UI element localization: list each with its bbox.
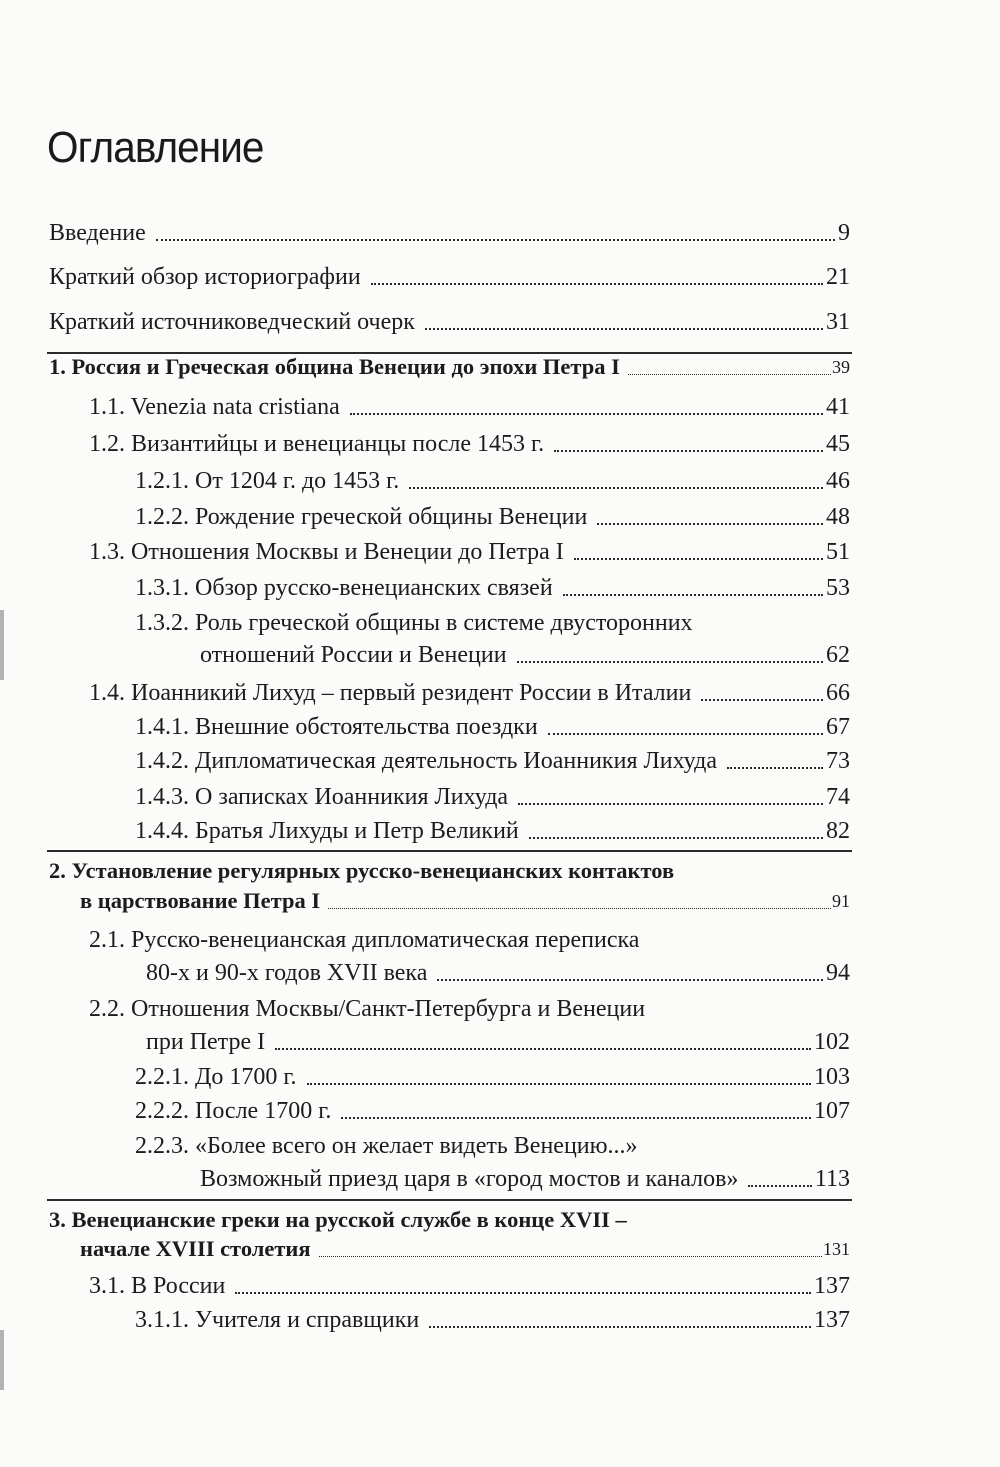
toc-entry-2-2[interactable] <box>146 1025 850 1059</box>
toc-entry-2-2-3-line1[interactable]: 2.2.3. «Более всего он желает видеть Венецию...» <box>135 1133 638 1159</box>
toc-entry-page: 73 <box>826 748 850 774</box>
dot-leader <box>529 837 823 839</box>
toc-entry-sources[interactable] <box>49 305 850 339</box>
toc-entry-1-3-2[interactable] <box>200 638 850 672</box>
dot-leader <box>409 487 823 489</box>
toc-entry-label: Введение <box>49 220 146 246</box>
scan-edge-mark <box>0 1330 4 1390</box>
toc-entry-label: 1.4. Иоанникий Лихуд – первый резидент России в Италии <box>89 680 692 706</box>
dot-leader <box>628 374 831 375</box>
toc-entry-page: 74 <box>826 784 850 810</box>
dot-leader <box>328 908 831 909</box>
dot-leader <box>574 558 823 560</box>
toc-entry-introduction[interactable] <box>49 216 850 250</box>
dot-leader <box>371 283 823 285</box>
toc-entry-page: 102 <box>814 1029 850 1055</box>
toc-chapter-3[interactable] <box>80 1232 850 1266</box>
dot-leader <box>350 413 823 415</box>
toc-entry-label: 1.4.4. Братья Лихуды и Петр Великий <box>135 818 519 844</box>
toc-entry-page: 103 <box>814 1064 850 1090</box>
toc-entry-page: 41 <box>826 394 850 420</box>
toc-entry-3-1[interactable] <box>89 1269 850 1303</box>
toc-entry-label: 1.2. Византийцы и венецианцы после 1453 г. <box>89 431 545 457</box>
dot-leader <box>597 523 823 525</box>
toc-entry-page: 31 <box>826 309 850 335</box>
toc-entry-label: 1.2.2. Рождение греческой общины Венеции <box>135 504 588 530</box>
toc-entry-label: 3.1. В России <box>89 1273 226 1299</box>
toc-entry-page: 91 <box>832 891 850 911</box>
toc-entry-1-2-1[interactable] <box>135 464 850 498</box>
toc-entry-label: начале XVIII столетия <box>80 1236 311 1261</box>
toc-entry-label: 1.4.1. Внешние обстоятельства поездки <box>135 714 538 740</box>
toc-entry-1-1[interactable] <box>89 390 850 424</box>
toc-entry-1-4-4[interactable] <box>135 814 850 848</box>
toc-entry-label: при Петре I <box>146 1029 266 1055</box>
toc-entry-page: 107 <box>814 1098 850 1124</box>
dot-leader <box>341 1117 811 1119</box>
scan-edge-mark <box>0 610 4 680</box>
toc-entry-label: Возможный приезд царя в «город мостов и каналов» <box>200 1166 739 1192</box>
toc-entry-label: 2.2.2. После 1700 г. <box>135 1098 332 1124</box>
toc-entry-label: 2.2.1. До 1700 г. <box>135 1064 297 1090</box>
dot-leader <box>425 328 823 330</box>
dot-leader <box>701 699 823 701</box>
toc-chapter-2-line1[interactable]: 2. Установление регулярных русско-венецианских контактов <box>49 858 675 883</box>
toc-entry-page: 66 <box>826 680 850 706</box>
toc-entry-page: 131 <box>823 1239 850 1259</box>
toc-entry-page: 48 <box>826 504 850 530</box>
dot-leader <box>563 594 823 596</box>
toc-entry-1-3[interactable] <box>89 535 850 569</box>
dot-leader <box>429 1326 811 1328</box>
toc-entry-page: 53 <box>826 575 850 601</box>
dot-leader <box>437 979 823 981</box>
toc-entry-1-4[interactable] <box>89 676 850 710</box>
toc-entry-2-2-1[interactable] <box>135 1060 850 1094</box>
toc-chapter-3-line1[interactable]: 3. Венецианские греки на русской службе в конце XVII – <box>49 1207 627 1232</box>
dot-leader <box>235 1292 811 1294</box>
section-divider <box>47 1199 852 1201</box>
toc-entry-label: 1.3. Отношения Москвы и Венеции до Петра I <box>89 539 564 565</box>
toc-entry-page: 21 <box>826 264 850 290</box>
toc-entry-page: 94 <box>826 960 850 986</box>
toc-entry-label: отношений России и Венеции <box>200 642 507 668</box>
dot-leader <box>727 767 823 769</box>
toc-entry-page: 137 <box>814 1273 850 1299</box>
dot-leader <box>319 1256 822 1257</box>
toc-entry-page: 113 <box>814 1166 850 1192</box>
toc-entry-2-1-line1[interactable]: 2.1. Русско-венецианская дипломатическая переписка <box>89 927 640 953</box>
toc-entry-page: 45 <box>826 431 850 457</box>
toc-entry-page: 62 <box>826 642 850 668</box>
toc-entry-label: 1. Россия и Греческая община Венеции до эпохи Петра I <box>49 354 620 379</box>
dot-leader <box>156 239 835 241</box>
toc-entry-label: 1.3.1. Обзор русско-венецианских связей <box>135 575 553 601</box>
page-title: Оглавление <box>47 123 264 172</box>
toc-entry-label: 1.4.2. Дипломатическая деятельность Иоанникия Лихуда <box>135 748 718 774</box>
dot-leader <box>517 661 823 663</box>
toc-entry-page: 9 <box>838 220 850 246</box>
toc-entry-1-4-3[interactable] <box>135 780 850 814</box>
toc-chapter-2[interactable] <box>80 884 850 918</box>
toc-entry-label: 80-х и 90-х годов XVII века <box>146 960 428 986</box>
dot-leader <box>554 450 823 452</box>
toc-entry-label: 1.1. Venezia nata cristiana <box>89 394 340 420</box>
toc-entry-page: 51 <box>826 539 850 565</box>
toc-entry-1-4-2[interactable] <box>135 744 850 778</box>
toc-entry-label: 1.4.3. О записках Иоанникия Лихуда <box>135 784 509 810</box>
dot-leader <box>748 1185 811 1187</box>
dot-leader <box>275 1048 811 1050</box>
dot-leader <box>307 1083 811 1085</box>
toc-entry-page: 46 <box>826 468 850 494</box>
toc-entry-historiography[interactable] <box>49 260 850 294</box>
toc-chapter-1[interactable] <box>49 350 850 384</box>
toc-entry-page: 137 <box>814 1307 850 1333</box>
toc-entry-1-2[interactable] <box>89 427 850 461</box>
toc-entry-2-2-2[interactable] <box>135 1094 850 1128</box>
toc-entry-2-2-line1[interactable]: 2.2. Отношения Москвы/Санкт-Петербурга и Венеции <box>89 996 646 1022</box>
toc-entry-2-2-3[interactable] <box>200 1162 850 1196</box>
toc-entry-page: 82 <box>826 818 850 844</box>
toc-entry-label: 1.2.1. От 1204 г. до 1453 г. <box>135 468 400 494</box>
toc-entry-1-2-2[interactable] <box>135 500 850 534</box>
toc-entry-page: 39 <box>832 357 850 377</box>
section-divider <box>47 850 852 852</box>
toc-entry-label: в царствование Петра I <box>80 888 321 913</box>
toc-entry-1-3-1[interactable] <box>135 571 850 605</box>
toc-entry-page: 67 <box>826 714 850 740</box>
toc-entry-label: 3.1.1. Учителя и справщики <box>135 1307 420 1333</box>
toc-entry-1-4-1[interactable] <box>135 710 850 744</box>
toc-entry-2-1[interactable] <box>146 956 850 990</box>
toc-entry-1-3-2-line1[interactable]: 1.3.2. Роль греческой общины в системе двусторонних <box>135 610 693 636</box>
toc-entry-label: Краткий источниковедческий очерк <box>49 309 415 335</box>
toc-entry-3-1-1[interactable] <box>135 1303 850 1337</box>
dot-leader <box>548 733 823 735</box>
toc-entry-label: Краткий обзор историографии <box>49 264 361 290</box>
dot-leader <box>518 803 823 805</box>
